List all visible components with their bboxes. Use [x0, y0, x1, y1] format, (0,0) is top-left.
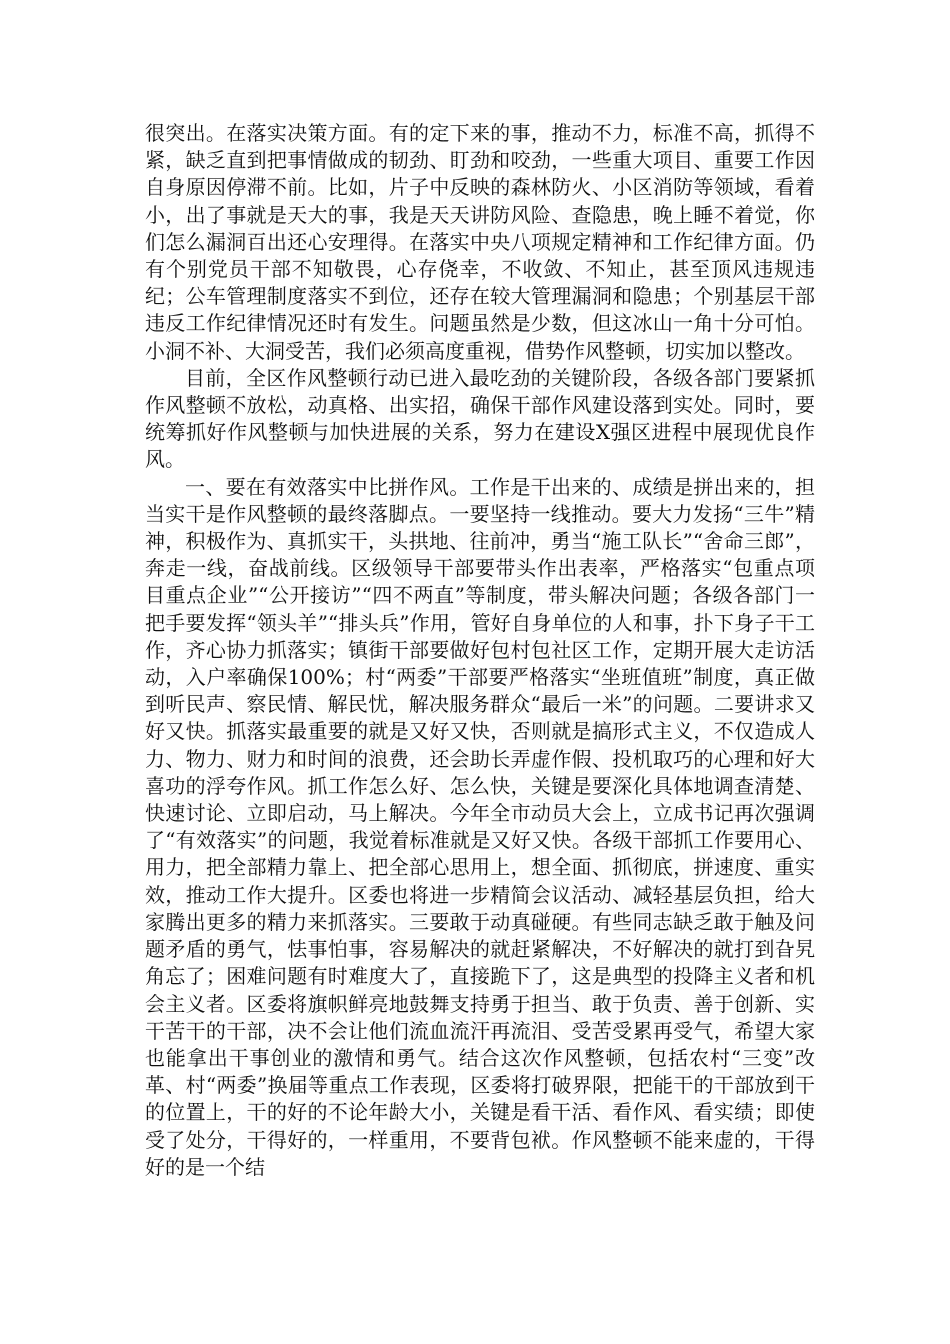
document-page	[145, 120, 815, 1181]
paragraph-current-stage: 目前，全区作风整顿行动已进入最吃劲的关键阶段，各级各部门要紧抓作风整顿不放松，动真格、出实招，确保干部作风建设落到实处。同时，要统筹抓好作风整顿与加快进展的关系，努力在建设X强区进程中展现优良作风。	[145, 365, 815, 472]
paragraph-continuation: 很突出。在落实决策方面。有的定下来的事，推动不力，标准不高，抓得不紧，缺乏直到把事情做成的韧劲、盯劲和咬劲，一些重大项目、重要工作因自身原因停滞不前。比如，片子中反映的森林防火、小区消防等领域，看着小，出了事就是天大的事，我是天天讲防风险、查隐患，晚上睡不着觉，你们怎么漏洞百出还心安理得。在落实中央八项规定精神和工作纪律方面。仍有个别党员干部不知敬畏，心存侥幸，不收敛、不知止，甚至顶风违规违纪；公车管理制度落实不到位，还存在较大管理漏洞和隐患；个别基层干部违反工作纪律情况还时有发生。问题虽然是少数，但这冰山一角十分可怕。小洞不补、大洞受苦，我们必须高度重视，借势作风整顿，切实加以整改。	[145, 121, 815, 363]
paragraph-section-one: 一、要在有效落实中比拼作风。工作是干出来的、成绩是拼出来的，担当实干是作风整顿的最终落脚点。一要坚持一线推动。要大力发扬“三牛”精神，积极作为、真抓实干，头拱地、往前冲，勇当“施工队长”“舍命三郎”，奔走一线，奋战前线。区级领导干部要带头作出表率，严格落实“包重点项目重点企业”“公开接访”“四不两直”等制度，带头解决问题；各级各部门一把手要发挥“领头羊”“排头兵”作用，管好自身单位的人和事，扑下身子干工作，齐心协力抓落实；镇街干部要做好包村包社区工作，定期开展大走访活动，入户率确保100%；村“两委”干部要严格落实“坐班值班”制度，真正做到听民声、察民情、解民忧，解决服务群众“最后一米”的问题。二要讲求又好又快。抓落实最重要的就是又好又快，否则就是搞形式主义，不仅造成人力、物力、财力和时间的浪费，还会助长弄虚作假、投机取巧的心理和好大喜功的浮夸作风。抓工作怎么好、怎么快，关键是要深化具体地调查清楚、快速讨论、立即启动，马上解决。今年全市动员大会上，立成书记再次强调了“有效落实”的问题，我觉着标准就是又好又快。各级干部抓工作要用心、用力，把全部精力靠上、把全部心思用上，想全面、抓彻底，拼速度、重实效，推动工作大提升。区委也将进一步精简会议活动、减轻基层负担，给大家腾出更多的精力来抓落实。三要敢于动真碰硬。有些同志缺乏敢于触及问题矛盾的勇气，怯事怕事，容易解决的就赶紧解决，不好解决的就打到旮旯角忘了；困难问题有时难度大了，直接跪下了，这是典型的投降主义者和机会主义者。区委将旗帜鲜亮地鼓舞支持勇于担当、敢于负责、善于创新、实干苦干的干部，决不会让他们流血流汗再流泪、受苦受累再受气，希望大家也能拿出干事创业的激情和勇气。结合这次作风整顿，包括农村“三变”改革、村“两委”换届等重点工作表现，区委将打破界限，把能干的干部放到干的位置上，干的好的不论年龄大小，关键是看干活、看作风、看实绩；即使受了处分，干得好的，一样重用，不要背包袱。作风整顿不能来虚的，干得好的是一个结	[145, 474, 815, 1179]
